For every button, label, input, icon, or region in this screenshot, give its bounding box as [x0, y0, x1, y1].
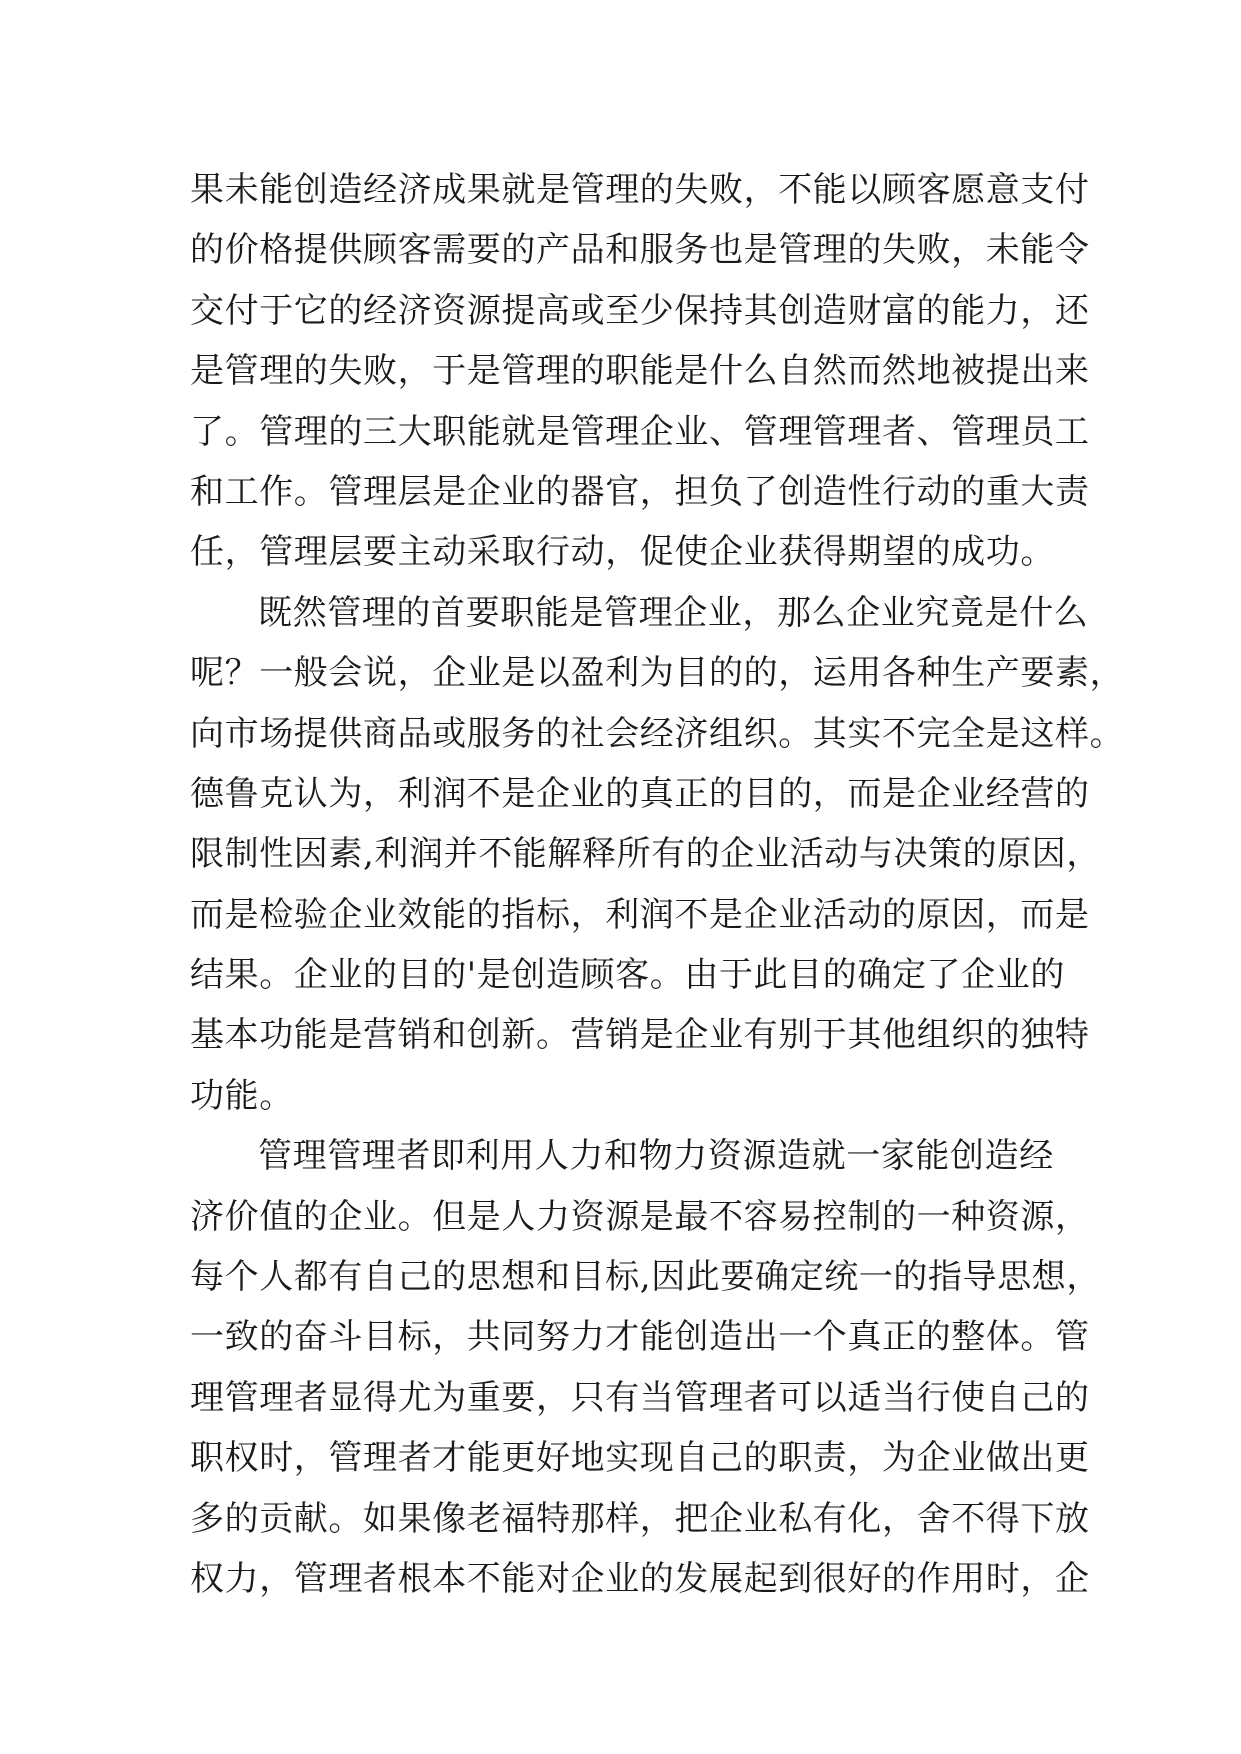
text-line: 多的贡献。如果像老福特那样，把企业私有化，舍不得下放: [190, 1498, 1090, 1539]
text-line: 基本功能是营销和创新。营销是企业有别于其他组织的独特: [190, 1015, 1090, 1056]
text-line: 和工作。管理层是企业的器官，担负了创造性行动的重大责: [190, 471, 1090, 512]
text-line: 是管理的失败，于是管理的职能是什么自然而然地被提出来: [190, 351, 1090, 392]
text-line: 功能。: [190, 1075, 294, 1116]
paragraph-first-line: 管理管理者即利用人力和物力资源造就一家能创造经: [258, 1136, 1054, 1177]
text-line: 每个人都有自己的思想和目标,因此要确定统一的指导思想，: [190, 1257, 1102, 1298]
text-line: 任，管理层要主动采取行动，促使企业获得期望的成功。: [190, 532, 1055, 573]
text-line: 济价值的企业。但是人力资源是最不容易控制的一种资源，: [190, 1196, 1090, 1237]
text-line: 呢？一般会说，企业是以盈利为目的的，运用各种生产要素，: [190, 653, 1125, 694]
text-line: 向市场提供商品或服务的社会经济组织。其实不完全是这样。: [190, 713, 1125, 754]
text-line: 职权时，管理者才能更好地实现自己的职责，为企业做出更: [190, 1438, 1090, 1479]
paragraph-first-line: 既然管理的首要职能是管理企业，那么企业究竟是什么: [258, 592, 1089, 633]
text-line: 结果。企业的目的'是创造顾客。由于此目的确定了企业的: [190, 955, 1065, 996]
body-text: [190, 160, 1125, 1609]
text-line: 交付于它的经济资源提高或至少保持其创造财富的能力，还: [190, 290, 1090, 331]
text-line: 理管理者显得尤为重要，只有当管理者可以适当行使自己的: [190, 1377, 1090, 1418]
text-line: 一致的奋斗目标，共同努力才能创造出一个真正的整体。管: [190, 1317, 1090, 1358]
text-line: 而是检验企业效能的指标，利润不是企业活动的原因，而是: [190, 894, 1090, 935]
text-line: 权力，管理者根本不能对企业的发展起到很好的作用时，企: [190, 1558, 1090, 1599]
text-line: 德鲁克认为，利润不是企业的真正的目的，而是企业经营的: [190, 773, 1090, 814]
text-line: 的价格提供顾客需要的产品和服务也是管理的失败，未能令: [190, 230, 1090, 271]
text-line: 果未能创造经济成果就是管理的失败，不能以顾客愿意支付: [190, 170, 1090, 210]
text-line: 了。管理的三大职能就是管理企业、管理管理者、管理员工: [190, 411, 1090, 452]
text-line: 限制性因素,利润并不能解释所有的企业活动与决策的原因，: [190, 834, 1102, 875]
